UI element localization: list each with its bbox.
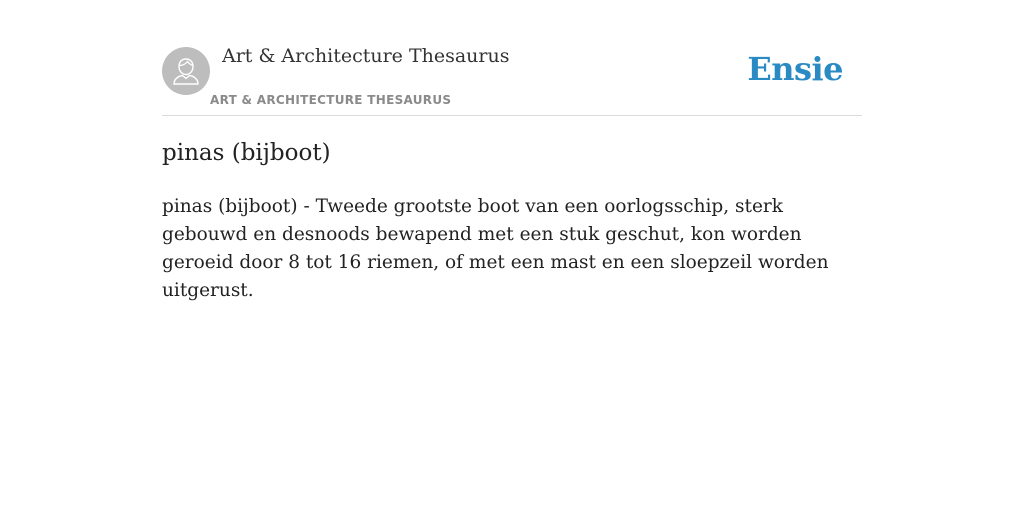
entry-title: pinas (bijboot) bbox=[162, 140, 331, 166]
author-source: ART & ARCHITECTURE THESAURUS bbox=[210, 93, 452, 107]
header bbox=[162, 0, 862, 116]
avatar[interactable] bbox=[162, 47, 210, 95]
entry-definition: pinas (bijboot) - Tweede grootste boot van een oorlogsschip, sterk gebouwd en desnoods bewapend met een stuk geschut, kon worden geroeid door 8 tot 16 riemen, of met een mast en een sloepzeil worden uitgerust. bbox=[162, 196, 829, 301]
author-name[interactable]: Art & Architecture Thesaurus bbox=[222, 45, 510, 67]
user-icon bbox=[162, 47, 210, 95]
ensie-logo[interactable]: Ensie bbox=[747, 50, 843, 88]
